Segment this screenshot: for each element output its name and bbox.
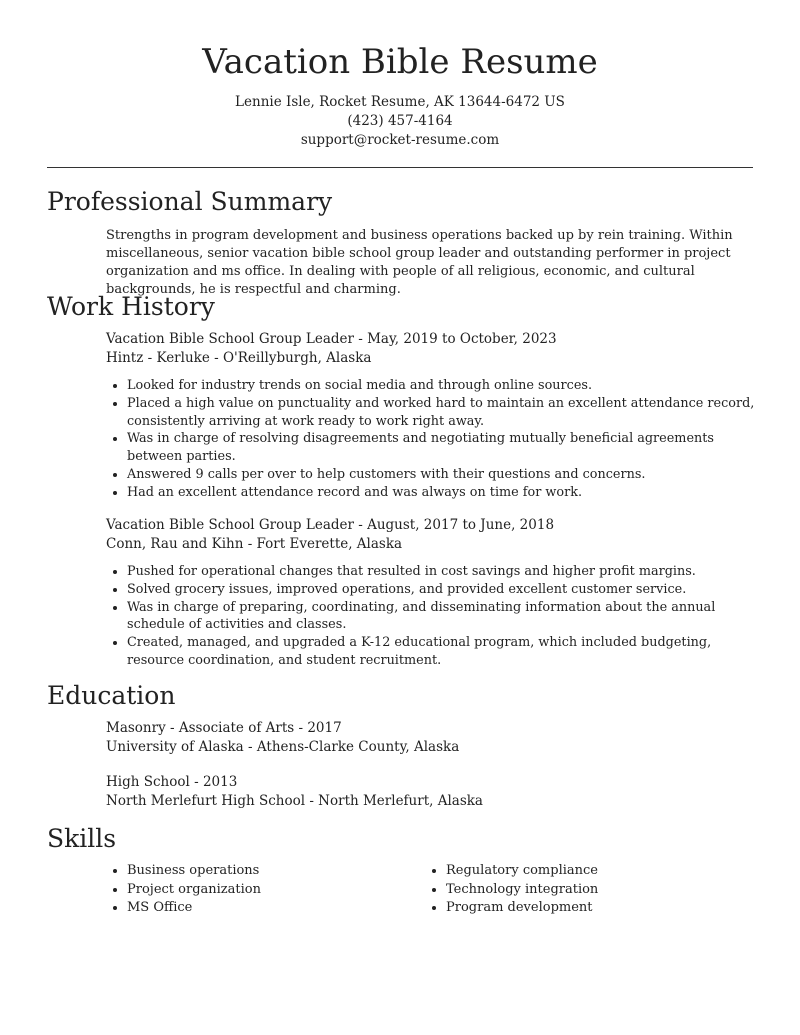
job-company-line: Conn, Rau and Kihn - Fort Everette, Alaska	[106, 536, 403, 552]
job-bullets	[106, 377, 757, 502]
list-item: • Solved grocery issues, improved operations, and provided excellent customer service.	[127, 581, 757, 599]
job-bullets	[106, 563, 757, 670]
list-item: • Placed a high value on punctuality and worked hard to maintain an excellent attendance record, consistently arriving at work ready to work right away.	[127, 395, 757, 431]
section-heading-summary: Professional Summary	[47, 187, 333, 216]
list-item: • Program development	[446, 899, 598, 918]
list-item: • Was in charge of resolving disagreements and negotiating mutually beneficial agreements between parties.	[127, 430, 757, 466]
contact-email: support@rocket-resume.com	[300, 132, 500, 148]
education-degree-line: Masonry - Associate of Arts - 2017	[106, 720, 342, 736]
section-heading-skills: Skills	[47, 824, 117, 853]
list-item: • Answered 9 calls per over to help customers with their questions and concerns.	[127, 466, 757, 484]
list-item: • Looked for industry trends on social media and through online sources.	[127, 377, 757, 395]
summary-text: Strengths in program development and business operations backed up by rein training. Within miscellaneous, senior vacation bible school group leader and outstanding performer in project organization and ms office. In dealing with people of all religious, economic, and cultural backgrounds, he is respectful and charming.	[106, 228, 733, 297]
header-divider	[47, 167, 753, 168]
skills-list-left	[106, 862, 261, 918]
skills-list-right	[425, 862, 598, 918]
list-item: • Business operations	[127, 862, 261, 881]
list-item: • MS Office	[127, 899, 261, 918]
contact-phone: (423) 457-4164	[347, 113, 453, 129]
list-item: • Regulatory compliance	[446, 862, 598, 881]
section-heading-education: Education	[47, 681, 176, 710]
list-item: • Was in charge of preparing, coordinating, and disseminating information about the annual schedule of activities and classes.	[127, 599, 757, 635]
list-item: • Technology integration	[446, 881, 598, 900]
section-heading-work: Work History	[47, 292, 215, 321]
contact-address: Lennie Isle, Rocket Resume, AK 13644-6472 US	[235, 94, 565, 110]
job-title-line: Vacation Bible School Group Leader - August, 2017 to June, 2018	[106, 517, 555, 533]
list-item: • Pushed for operational changes that resulted in cost savings and higher profit margins.	[127, 563, 757, 581]
education-degree-line: High School - 2013	[106, 774, 238, 790]
list-item: • Project organization	[127, 881, 261, 900]
resume-title: Vacation Bible Resume	[202, 42, 598, 82]
job-company-line: Hintz - Kerluke - O'Reillyburgh, Alaska	[106, 350, 372, 366]
job-title-line: Vacation Bible School Group Leader - May, 2019 to October, 2023	[106, 331, 557, 347]
education-school-line: University of Alaska - Athens-Clarke County, Alaska	[106, 739, 460, 755]
education-school-line: North Merlefurt High School - North Merlefurt, Alaska	[106, 793, 483, 809]
list-item: • Created, managed, and upgraded a K-12 educational program, which included budgeting, resource coordination, and student recruitment.	[127, 634, 757, 670]
list-item: • Had an excellent attendance record and was always on time for work.	[127, 484, 757, 502]
